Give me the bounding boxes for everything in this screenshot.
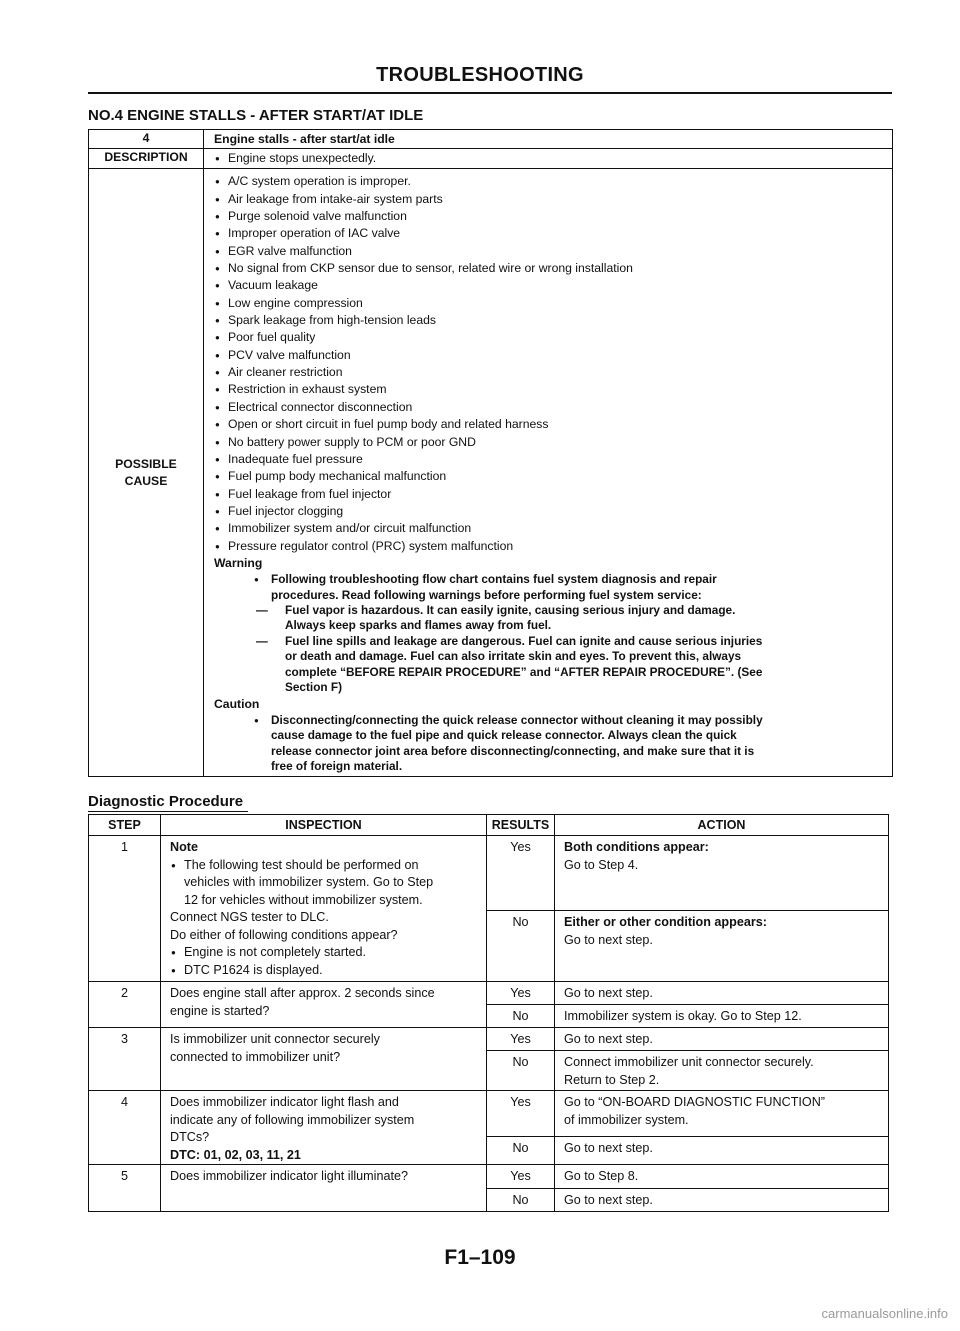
action-cell	[555, 836, 889, 911]
header-step: STEP	[89, 815, 161, 836]
warning-text: Fuel vapor is hazardous. It can easily ignite, causing serious injury and damage.	[285, 603, 736, 618]
dash-mark: —	[256, 603, 268, 618]
result-no: No	[487, 911, 555, 982]
warning-text: Always keep sparks and flames away from fuel.	[285, 618, 552, 633]
cause-item: ● Low engine compression	[214, 295, 884, 312]
action-text: Go to next step.	[555, 1189, 889, 1212]
cause-item: ● Fuel pump body mechanical malfunction	[214, 468, 884, 485]
table-row	[89, 1165, 889, 1189]
page-number: F1–109	[444, 1246, 516, 1269]
trouble-name: Engine stalls - after start/at idle	[204, 130, 893, 149]
action-text: Go to Step 4.	[564, 857, 639, 872]
possible-cause-label-line2: CAUSE	[124, 473, 168, 488]
caution-text: cause damage to the fuel pipe and quick release connector. Always clean the quick	[271, 728, 737, 743]
action-text: of immobilizer system.	[564, 1112, 689, 1127]
inspection-cell	[161, 1091, 487, 1165]
inspection-text: Does immobilizer indicator light illuminate?	[161, 1165, 487, 1212]
cause-item: ● Open or short circuit in fuel pump body and related harness	[214, 416, 884, 433]
watermark: carmanualsonline.info	[821, 1306, 948, 1321]
note-heading: Note	[170, 840, 198, 854]
condition-item: ● Engine is not completely started.	[170, 944, 478, 962]
caution-block: ● Disconnecting/connecting the quick release connector without cleaning it may possibly cause damage to the fuel pipe and quick release connector. Always clean the quick release connector joint area before disconnecting/connecting, and make sure that it is free of foreign material.	[254, 712, 763, 774]
cause-item: ● Vacuum leakage	[214, 277, 884, 294]
caution-text: release connector joint area before disconnecting/connecting, and make sure that it is	[271, 743, 755, 758]
cause-item: ● Electrical connector disconnection	[214, 399, 884, 416]
warning-heading: Warning	[214, 555, 263, 570]
table-row	[89, 1091, 889, 1137]
action-text: Immobilizer system is okay. Go to Step 12.	[555, 1005, 889, 1028]
result-yes: Yes	[487, 1091, 555, 1137]
troubleshooting-table	[88, 129, 893, 777]
page-title: TROUBLESHOOTING	[376, 64, 584, 86]
cause-item: ● Air leakage from intake-air system parts	[214, 191, 884, 208]
description-text: ● Engine stops unexpectedly.	[214, 150, 884, 167]
action-heading: Both conditions appear:	[564, 840, 709, 854]
cause-item: ● No battery power supply to PCM or poor GND	[214, 434, 884, 451]
section-title: NO.4 ENGINE STALLS - AFTER START/AT IDLE	[88, 107, 424, 124]
note-text: vehicles with immobilizer system. Go to Step	[184, 875, 434, 889]
inspection-text: connected to immobilizer unit?	[170, 1049, 341, 1064]
cause-list	[214, 173, 884, 555]
inspection-text: Connect NGS tester to DLC.	[170, 910, 329, 924]
table-row	[89, 1028, 889, 1051]
result-yes: Yes	[487, 982, 555, 1005]
cause-item: ● Air cleaner restriction	[214, 364, 884, 381]
inspection-text: Does engine stall after approx. 2 seconds since	[170, 986, 435, 1000]
caution-text: free of foreign material.	[271, 759, 403, 774]
cause-item: ● Pressure regulator control (PRC) system malfunction	[214, 538, 884, 555]
cause-item: ● Fuel injector clogging	[214, 503, 884, 520]
warning-text: procedures. Read following warnings before performing fuel system service:	[271, 587, 702, 602]
diagnostic-header-row	[89, 815, 889, 836]
action-text: Go to “ON-BOARD DIAGNOSTIC FUNCTION”	[564, 1095, 825, 1109]
action-text: Go to next step.	[564, 932, 653, 947]
description-label: DESCRIPTION	[89, 149, 204, 169]
cause-item: ● Improper operation of IAC valve	[214, 225, 884, 242]
cause-item: ● PCV valve malfunction	[214, 347, 884, 364]
diagnostic-title: Diagnostic Procedure	[88, 793, 244, 810]
inspection-cell	[161, 836, 487, 982]
inspection-text: engine is started?	[170, 1003, 270, 1018]
inspection-text: Do either of following conditions appear?	[170, 927, 398, 942]
inspection-text: indicate any of following immobilizer system	[170, 1112, 415, 1127]
action-text: Connect immobilizer unit connector securely.	[564, 1055, 814, 1069]
possible-cause-cell	[204, 169, 893, 777]
warning-text: Following troubleshooting flow chart contains fuel system diagnosis and repair	[271, 572, 717, 587]
trouble-number: 4	[89, 130, 204, 149]
cause-item: ● Purge solenoid valve malfunction	[214, 208, 884, 225]
cause-item: ● A/C system operation is improper.	[214, 173, 884, 190]
cause-item: ● Poor fuel quality	[214, 329, 884, 346]
result-yes: Yes	[487, 1028, 555, 1051]
action-text: Go to next step.	[555, 982, 889, 1005]
result-no: No	[487, 1136, 555, 1164]
caution-heading: Caution	[214, 696, 260, 711]
step-number: 1	[89, 836, 161, 982]
note-text: ● The following test should be performed on	[170, 857, 478, 875]
trouble-header-row	[89, 130, 893, 149]
inspection-text: Is immobilizer unit connector securely	[170, 1032, 380, 1046]
header-results: RESULTS	[487, 815, 555, 836]
warning-block: ● Following troubleshooting flow chart contains fuel system diagnosis and repair procedures. Read following warnings before performing fuel system service: — Fuel vapor is hazardous. It can easily ignite, causing serious injury and damage. Always keep sparks and flames away from fuel. — Fuel line spills and leakage are dangerous. Fuel can ignite and cause serious injuries or death and damage. Fuel can also irritate skin and eyes. To prevent this, always complete “BEFORE REPAIR PROCEDURE” and “AFTER REPAIR PROCEDURE”. (See Section F)	[254, 572, 763, 695]
cause-item: ● Fuel leakage from fuel injector	[214, 486, 884, 503]
warning-text: Section F)	[285, 680, 343, 695]
inspection-text: Does immobilizer indicator light flash and	[170, 1095, 399, 1109]
possible-cause-row	[89, 169, 893, 777]
warning-text: complete “BEFORE REPAIR PROCEDURE” and “AFTER REPAIR PROCEDURE”. (See	[285, 664, 763, 679]
title-rule	[88, 92, 892, 94]
caution-text: Disconnecting/connecting the quick release connector without cleaning it may possibly	[271, 712, 763, 727]
action-text: Go to next step.	[555, 1136, 889, 1164]
step-number: 3	[89, 1028, 161, 1091]
action-text: Go to next step.	[555, 1028, 889, 1051]
warning-text: Fuel line spills and leakage are dangerous. Fuel can ignite and cause serious injuries	[285, 633, 763, 648]
table-row	[89, 836, 889, 911]
description-row	[89, 149, 893, 169]
header-action: ACTION	[555, 815, 889, 836]
result-no: No	[487, 1189, 555, 1212]
table-row	[89, 982, 889, 1005]
possible-cause-label-line1: POSSIBLE	[115, 456, 177, 471]
cause-item: ● EGR valve malfunction	[214, 243, 884, 260]
result-no: No	[487, 1051, 555, 1091]
action-cell	[555, 911, 889, 982]
cause-item: ● Restriction in exhaust system	[214, 381, 884, 398]
cause-item: ● Inadequate fuel pressure	[214, 451, 884, 468]
action-cell	[555, 1051, 889, 1091]
action-cell	[555, 1091, 889, 1137]
inspection-cell	[161, 982, 487, 1028]
description-cell	[204, 149, 893, 169]
warning-text: or death and damage. Fuel can also irritate skin and eyes. To prevent this, always	[285, 649, 742, 664]
header-inspection: INSPECTION	[161, 815, 487, 836]
step-number: 4	[89, 1091, 161, 1165]
step-number: 5	[89, 1165, 161, 1212]
result-yes: Yes	[487, 836, 555, 911]
inspection-text: DTCs?	[170, 1130, 210, 1144]
possible-cause-label	[89, 169, 204, 777]
dash-mark: —	[256, 633, 268, 648]
diagnostic-title-underline	[88, 811, 248, 812]
dtc-list: DTC: 01, 02, 03, 11, 21	[170, 1147, 301, 1162]
result-yes: Yes	[487, 1165, 555, 1189]
inspection-cell	[161, 1028, 487, 1091]
step-number: 2	[89, 982, 161, 1028]
diagnostic-table	[88, 814, 889, 1212]
result-no: No	[487, 1005, 555, 1028]
action-heading: Either or other condition appears:	[564, 915, 767, 929]
cause-item: ● No signal from CKP sensor due to sensor, related wire or wrong installation	[214, 260, 884, 277]
condition-item: ● DTC P1624 is displayed.	[170, 962, 478, 980]
cause-item: ● Immobilizer system and/or circuit malfunction	[214, 520, 884, 537]
action-text: Return to Step 2.	[564, 1072, 660, 1087]
action-text: Go to Step 8.	[555, 1165, 889, 1189]
note-text: 12 for vehicles without immobilizer system.	[184, 892, 423, 907]
cause-item: ● Spark leakage from high-tension leads	[214, 312, 884, 329]
